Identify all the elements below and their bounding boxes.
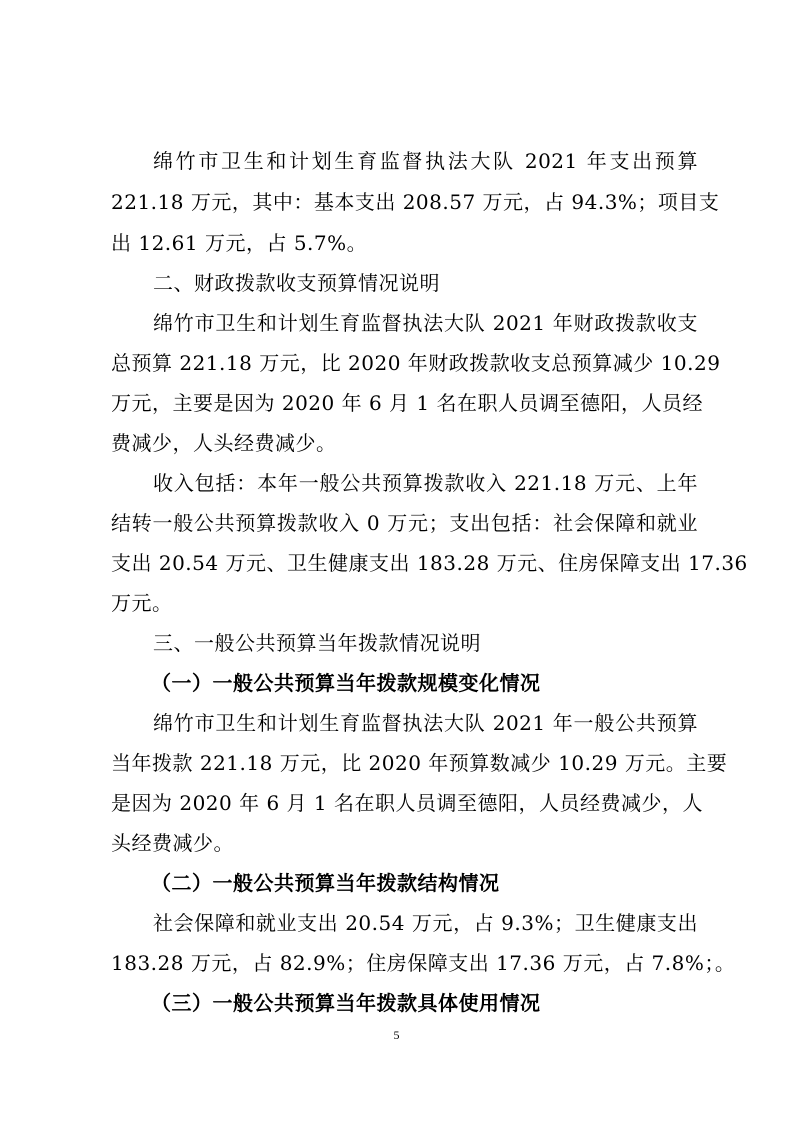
paragraph-line: 收入包括：本年一般公共预算拨款收入 221.18 万元、上年 — [153, 471, 698, 495]
paragraph-line: 头经费减少。 — [111, 831, 234, 855]
subsection-heading: （一）一般公共预算当年拨款规模变化情况 — [151, 671, 541, 695]
paragraph-line: 221.18 万元，其中：基本支出 208.57 万元，占 94.3%；项目支 — [111, 190, 720, 214]
paragraph-line: 总预算 221.18 万元，比 2020 年财政拨款收支总预算减少 10.29 — [111, 351, 721, 375]
paragraph-line: 绵竹市卫生和计划生育监督执法大队 2021 年一般公共预算 — [153, 711, 698, 735]
paragraph-line: 出 12.61 万元，占 5.7%。 — [111, 231, 368, 255]
paragraph-line: 结转一般公共预算拨款收入 0 万元；支出包括：社会保障和就业 — [111, 511, 698, 535]
paragraph-line: 绵竹市卫生和计划生育监督执法大队 2021 年支出预算 — [153, 149, 698, 173]
paragraph-line: 是因为 2020 年 6 月 1 名在职人员调至德阳，人员经费减少，人 — [111, 791, 703, 815]
paragraph-line: 费减少，人头经费减少。 — [111, 431, 337, 455]
paragraph-line: 绵竹市卫生和计划生育监督执法大队 2021 年财政拨款收支 — [153, 311, 698, 335]
paragraph-line: 社会保障和就业支出 20.54 万元，占 9.3%；卫生健康支出 — [153, 911, 698, 935]
paragraph-line: 万元，主要是因为 2020 年 6 月 1 名在职人员调至德阳，人员经 — [111, 391, 703, 415]
subsection-heading: （三）一般公共预算当年拨款具体使用情况 — [151, 991, 541, 1015]
section-heading: 三、一般公共预算当年拨款情况说明 — [153, 631, 481, 655]
section-heading: 二、财政拨款收支预算情况说明 — [153, 271, 440, 295]
subsection-heading: （二）一般公共预算当年拨款结构情况 — [151, 871, 500, 895]
page-number: 5 — [393, 1028, 400, 1042]
paragraph-line: 当年拨款 221.18 万元，比 2020 年预算数减少 10.29 万元。主要 — [111, 751, 728, 775]
paragraph-line: 支出 20.54 万元、卫生健康支出 183.28 万元、住房保障支出 17.36 — [111, 551, 748, 575]
paragraph-line: 万元。 — [111, 591, 173, 615]
paragraph-line: 183.28 万元，占 82.9%；住房保障支出 17.36 万元，占 7.8%；。 — [111, 951, 736, 975]
